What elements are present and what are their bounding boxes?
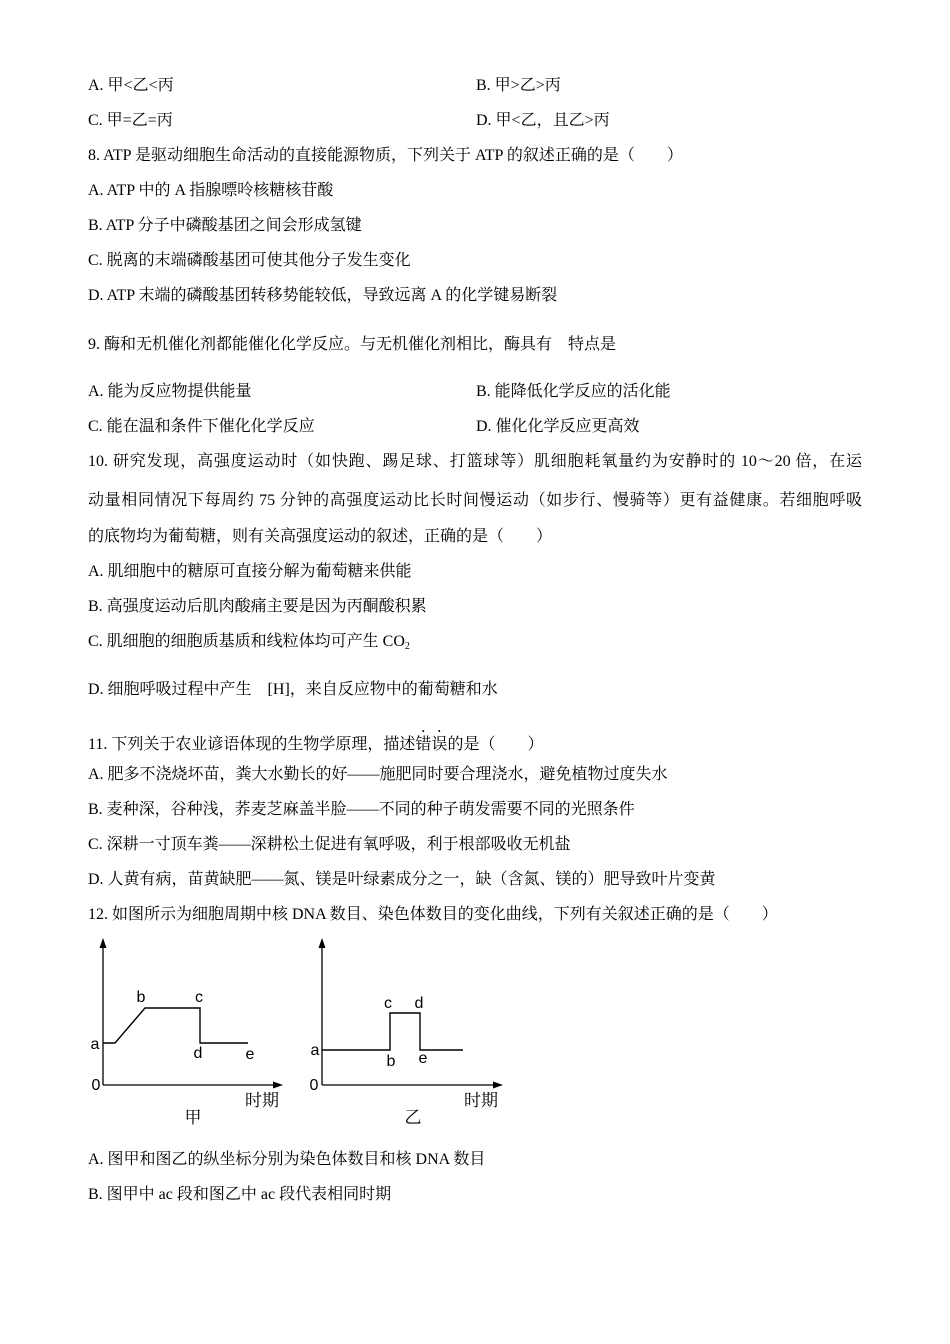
q7-option-a: A. 甲<乙<丙 <box>88 77 174 94</box>
q12-stem: 12. 如图所示为细胞周期中核 DNA 数目、染色体数目的变化曲线，下列有关叙述正确的是（ ） <box>88 906 778 923</box>
q10-stem-line-1: 10. 研究发现，高强度运动时（如快跑、踢足球、打篮球等）肌细胞耗氧量约为安静时的 10～20 倍，在运 <box>88 453 862 470</box>
graph-yi-caption: 乙 <box>404 1108 422 1127</box>
graph-jia-label-d: d <box>193 1045 203 1062</box>
q10-option-c-subscript: 2 <box>404 641 410 652</box>
q10-option-a: A. 肌细胞中的糖原可直接分解为葡萄糖来供能 <box>88 563 412 580</box>
graph-jia-label-e: e <box>245 1046 255 1063</box>
q11-stem-suffix: 的是（ ） <box>447 736 544 753</box>
graph-yi-curve <box>322 1013 463 1050</box>
graph-yi-x-label: 时期 <box>464 1091 498 1110</box>
graph-jia-label-a: a <box>90 1036 100 1053</box>
q7-option-b: B. 甲>乙>丙 <box>476 77 561 94</box>
q11-stem <box>88 727 544 753</box>
graph-yi-label-c: c <box>384 995 392 1012</box>
q7-option-d: D. 甲<乙，且乙>丙 <box>476 112 610 129</box>
q10-option-c-text: C. 肌细胞的细胞质基质和线粒体均可产生 CO <box>88 633 405 650</box>
q8-option-c: C. 脱离的末端磷酸基团可使其他分子发生变化 <box>88 252 411 269</box>
q9-option-a: A. 能为反应物提供能量 <box>88 383 252 400</box>
q9-option-b: B. 能降低化学反应的活化能 <box>476 383 671 400</box>
q12-option-a: A. 图甲和图乙的纵坐标分别为染色体数目和核 DNA 数目 <box>88 1151 486 1168</box>
graph-jia-x-label: 时期 <box>245 1091 279 1110</box>
q9-stem: 9. 酶和无机催化剂都能催化化学反应。与无机催化剂相比，酶具有 特点是 <box>88 336 617 353</box>
q11-option-b: B. 麦种深，谷种浅，荞麦芝麻盖半脸——不同的种子萌发需要不同的光照条件 <box>88 801 635 818</box>
graph-yi-label-a: a <box>310 1042 320 1059</box>
q8-option-d: D. ATP 末端的磷酸基团转移势能较低，导致远离 A 的化学键易断裂 <box>88 287 558 304</box>
q12-figure <box>0 930 520 1130</box>
q11-stem-emphasis: 错误 <box>415 736 448 753</box>
q10-option-d: D. 细胞呼吸过程中产生 [H]，来自反应物中的葡萄糖和水 <box>88 681 498 698</box>
q11-option-a: A. 肥多不浇烧坏苗，粪大水勤长的好——施肥同时要合理浇水，避免植物过度失水 <box>88 766 668 783</box>
q11-stem-prefix: 11. 下列关于农业谚语体现的生物学原理，描述 <box>88 736 416 753</box>
q8-option-b: B. ATP 分子中磷酸基团之间会形成氢键 <box>88 217 362 234</box>
graph-jia-y-arrow <box>100 938 107 948</box>
graph-jia-origin: 0 <box>91 1077 101 1094</box>
graph-jia-x-arrow <box>273 1082 283 1089</box>
graph-jia <box>91 938 283 1127</box>
q10-option-c <box>88 632 410 652</box>
graph-yi-label-b: b <box>386 1053 396 1070</box>
q11-option-c: C. 深耕一寸顶车粪——深耕松土促进有氧呼吸，利于根部吸收无机盐 <box>88 836 571 853</box>
q8-option-a: A. ATP 中的 A 指腺嘌呤核糖核苷酸 <box>88 182 334 199</box>
graph-yi-label-e: e <box>418 1050 428 1067</box>
q8-stem: 8. ATP 是驱动细胞生命活动的直接能源物质，下列关于 ATP 的叙述正确的是（ ） <box>88 147 683 164</box>
graph-yi-x-arrow <box>493 1082 503 1089</box>
q12-option-b: B. 图甲中 ac 段和图乙中 ac 段代表相同时期 <box>88 1186 392 1203</box>
q9-option-d: D. 催化化学反应更高效 <box>476 418 640 435</box>
graph-jia-label-c: c <box>195 989 203 1006</box>
graph-yi-y-arrow <box>319 938 326 948</box>
graph-jia-label-b: b <box>136 989 146 1006</box>
graph-yi <box>310 938 503 1127</box>
q10-stem-line-2: 动量相同情况下每周约 75 分钟的高强度运动比长时间慢运动（如步行、慢骑等）更有益健康。若细胞呼吸 <box>88 492 862 509</box>
graph-yi-label-d: d <box>414 995 424 1012</box>
q10-option-b: B. 高强度运动后肌肉酸痛主要是因为丙酮酸积累 <box>88 598 427 615</box>
graph-yi-origin: 0 <box>309 1077 319 1094</box>
q7-option-c: C. 甲=乙=丙 <box>88 112 173 129</box>
q11-option-d: D. 人黄有病，苗黄缺肥——氮、镁是叶绿素成分之一，缺（含氮、镁的）肥导致叶片变黄 <box>88 871 716 888</box>
q10-stem-line-3: 的底物均为葡萄糖，则有关高强度运动的叙述，正确的是（ ） <box>88 528 553 545</box>
graph-jia-caption: 甲 <box>184 1108 202 1127</box>
q9-option-c: C. 能在温和条件下催化化学反应 <box>88 418 315 435</box>
graph-jia-curve <box>103 1008 248 1043</box>
